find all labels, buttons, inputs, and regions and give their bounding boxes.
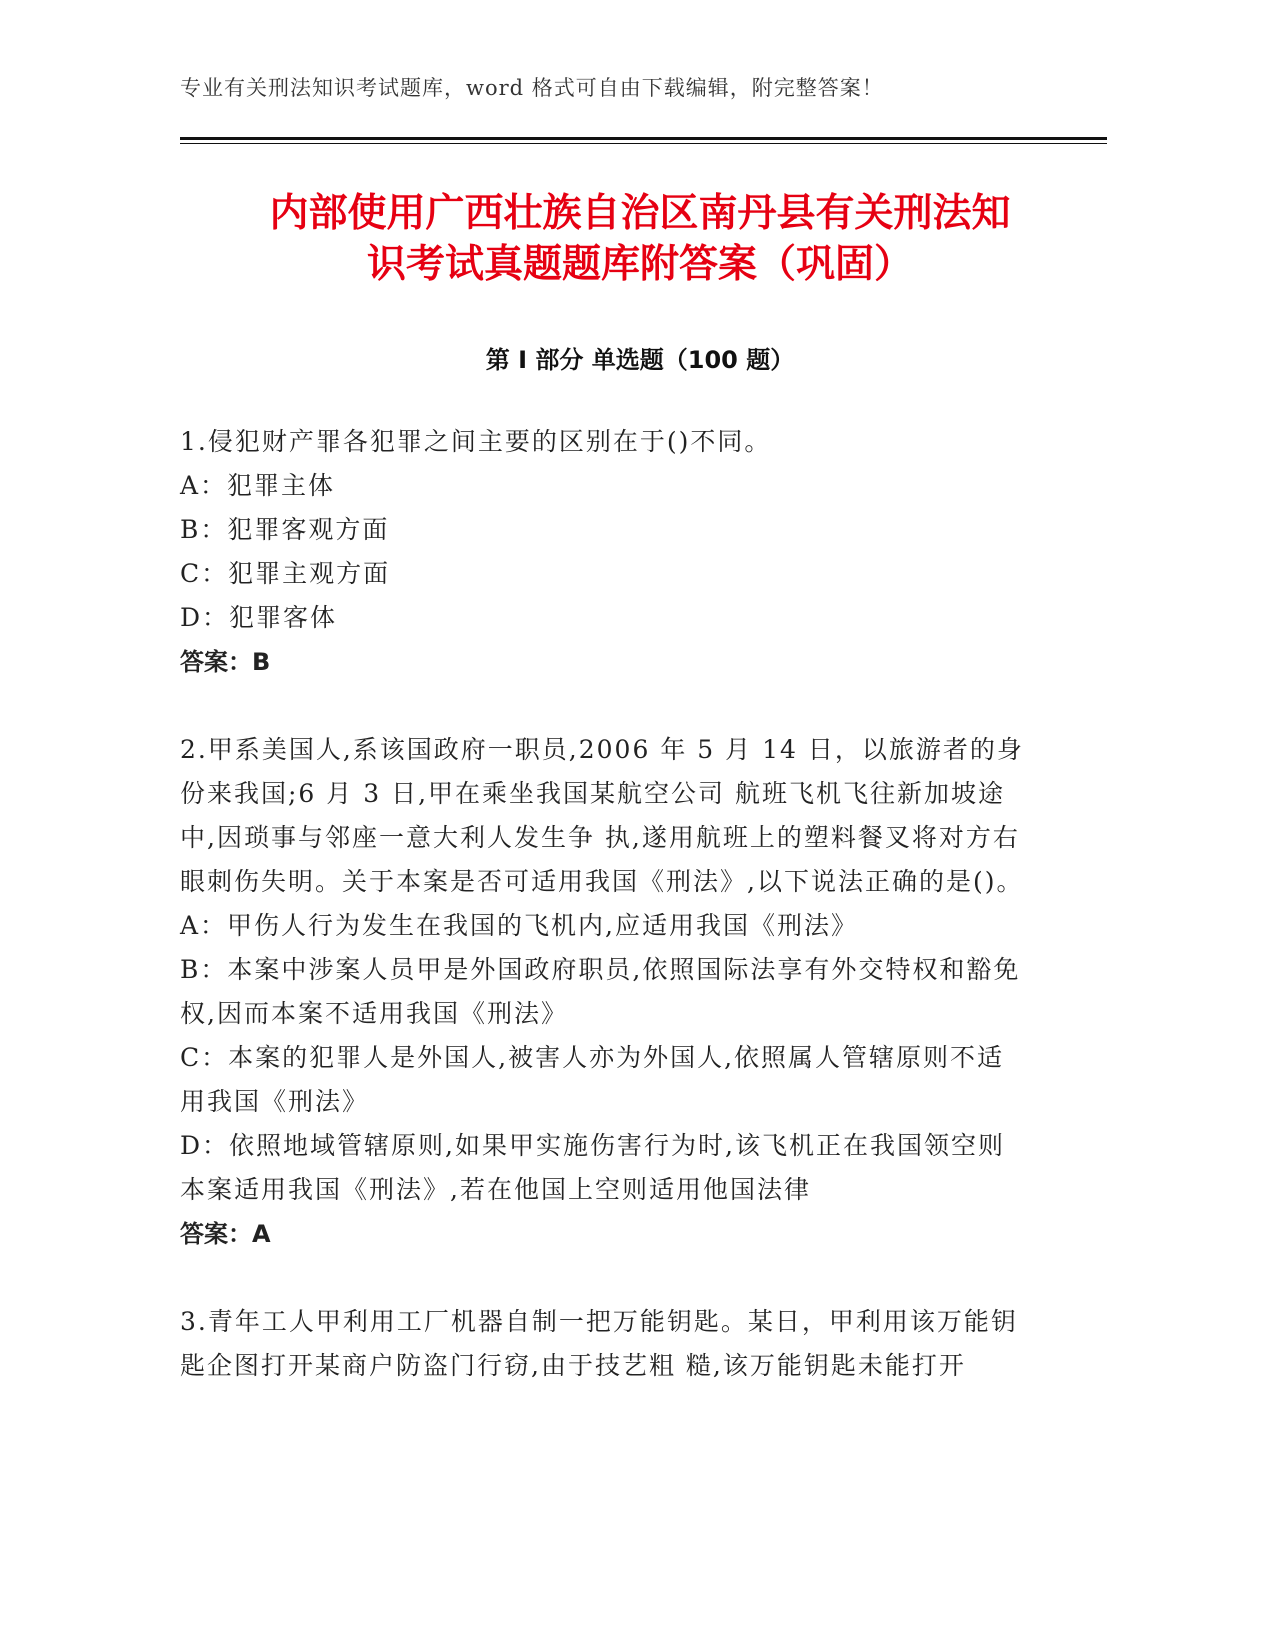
- question-2: [180, 728, 1030, 1256]
- option-a: A：甲伤人行为发生在我国的飞机内,应适用我国《刑法》: [180, 911, 859, 940]
- header-note: 专业有关刑法知识考试题库，word 格式可自由下载编辑，附完整答案！: [180, 76, 884, 100]
- question-stem: 2.甲系美国人,系该国政府一职员,2006 年 5 月 14 日，以旅游者的身份来我国;6 月 3 日,甲在乘坐我国某航空公司 航班飞机飞往新加坡途中,因琐事与邻座一意大利人发生争 执,遂用航班上的塑料餐叉将对方右眼刺伤失明。关于本案是否可适用我国《刑法》,以下说法正确的是()。: [180, 735, 1024, 896]
- option-c: C：本案的犯罪人是外国人,被害人亦为外国人,依照属人管辖原则不适用我国《刑法》: [180, 1043, 1005, 1116]
- option-b: B：犯罪客观方面: [180, 515, 390, 544]
- option-a: A：犯罪主体: [180, 471, 336, 500]
- option-d: D：依照地域管辖原则,如果甲实施伤害行为时,该飞机正在我国领空则本案适用我国《刑法》,若在他国上空则适用他国法律: [180, 1131, 1005, 1204]
- option-b: B：本案中涉案人员甲是外国政府职员,依照国际法享有外交特权和豁免权,因而本案不适用我国《刑法》: [180, 955, 1021, 1028]
- question-list: [180, 420, 1030, 1432]
- document-title: [180, 188, 1100, 290]
- header-divider-thick: [180, 137, 1107, 140]
- option-c: C：犯罪主观方面: [180, 559, 391, 588]
- answer: 答案：A: [180, 1220, 271, 1248]
- header-divider-thin: [180, 143, 1107, 144]
- question-stem: 1.侵犯财产罪各犯罪之间主要的区别在于()不同。: [180, 427, 772, 456]
- question-stem: 3.青年工人甲利用工厂机器自制一把万能钥匙。某日，甲利用该万能钥匙企图打开某商户防盗门行窃,由于技艺粗 糙,该万能钥匙未能打开: [180, 1307, 1018, 1380]
- document-title-line-2: 识考试真题题库附答案（巩固）: [366, 242, 913, 287]
- question-3: [180, 1300, 1030, 1388]
- section-title: 第 I 部分 单选题（100 题）: [485, 346, 795, 374]
- answer: 答案：B: [180, 648, 271, 676]
- document-title-line-1: 内部使用广西壮族自治区南丹县有关刑法知: [269, 191, 1011, 236]
- question-1: [180, 420, 1030, 684]
- option-d: D：犯罪客体: [180, 603, 338, 632]
